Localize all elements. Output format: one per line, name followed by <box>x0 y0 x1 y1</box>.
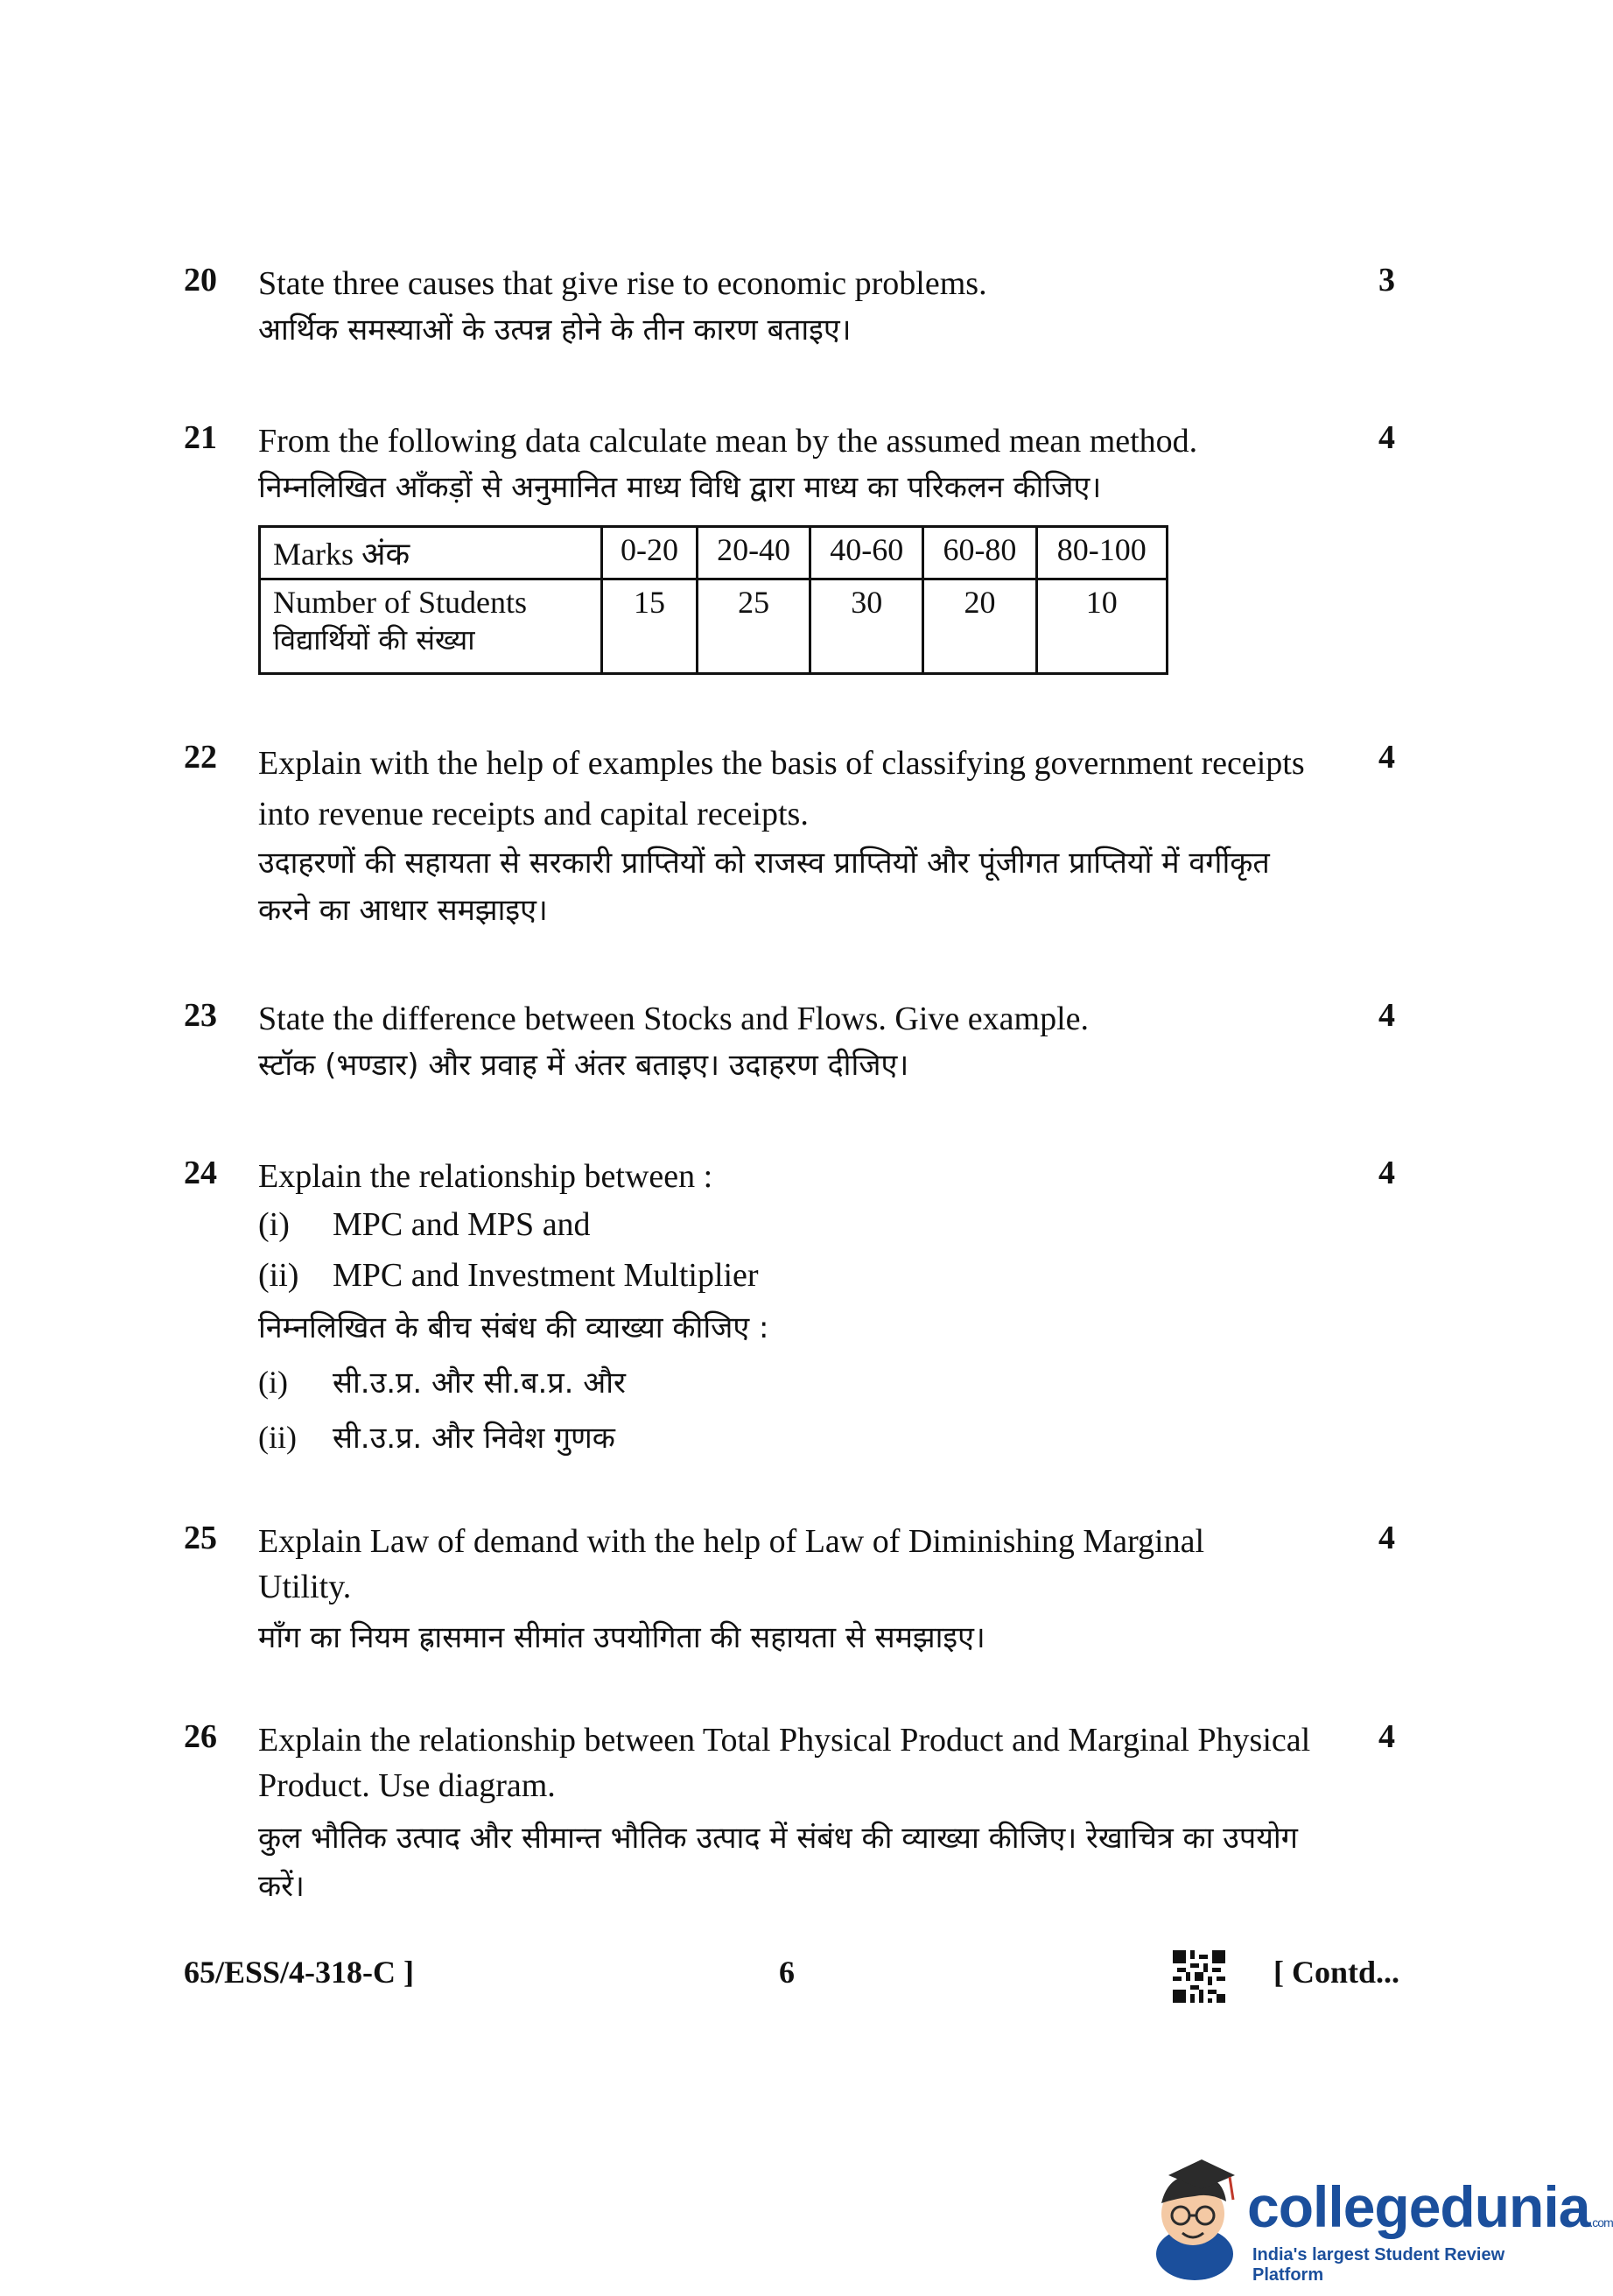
question-text <box>258 261 1361 354</box>
question-number: 24 <box>184 1155 217 1191</box>
question-marks: 4 <box>1378 1520 1395 1556</box>
question-text-hi: निम्नलिखित आँकड़ों से अनुमानित माध्य विधि द्वारा माध्य का परिकलन कीजिए। <box>258 470 1102 505</box>
qr-code-icon <box>1173 1950 1225 2003</box>
sub-item-numeral: (ii) <box>258 1420 297 1455</box>
question-marks: 4 <box>1378 739 1395 776</box>
question-text-hi: आर्थिक समस्याओं के उत्पन्न होने के तीन कारण बताइए। <box>258 312 852 348</box>
table-row-label <box>260 579 602 674</box>
sub-item-text: सी.उ.प्र. और निवेश गुणक <box>333 1421 615 1456</box>
question-text-en: Explain with the help of examples the basis of classifying government receipts <box>258 745 1305 782</box>
question-marks: 4 <box>1378 419 1395 456</box>
table-row-label-en: Number of Students <box>273 585 527 620</box>
question-text-hi: उदाहरणों की सहायता से सरकारी प्राप्तियों को राजस्व प्राप्तियों और पूंजीगत प्राप्तियों में वर्गीकृत <box>258 846 1270 881</box>
question-text-en: State the difference between Stocks and Flows. Give example. <box>258 1001 1090 1037</box>
question-marks: 4 <box>1378 997 1395 1034</box>
table-cell: 40-60 <box>810 527 923 579</box>
table-cell: 25 <box>697 579 810 674</box>
sub-item-numeral: (i) <box>258 1365 288 1400</box>
question-text-hi: स्टॉक (भण्डार) और प्रवाह में अंतर बताइए। उदाहरण दीजिए। <box>258 1048 909 1083</box>
table-cell: 30 <box>810 579 923 674</box>
question-number: 23 <box>184 997 217 1034</box>
question-marks: 3 <box>1378 262 1395 298</box>
page-number: 6 <box>779 1955 795 1990</box>
question-marks: 4 <box>1378 1155 1395 1191</box>
question-number: 26 <box>184 1718 217 1755</box>
sub-item-text: सी.उ.प्र. और सी.ब.प्र. और <box>333 1366 626 1401</box>
question-text-en: into revenue receipts and capital receipts. <box>258 796 809 832</box>
paper-code: 65/ESS/4-318-C ] <box>184 1955 415 1990</box>
question-text-hi: निम्नलिखित के बीच संबंध की व्याख्या कीजिए : <box>258 1310 769 1345</box>
table-row-label-hi: विद्यार्थियों की संख्या <box>273 623 475 657</box>
table-cell: 20-40 <box>697 527 810 579</box>
question-text-hi: करने का आधार समझाइए। <box>258 893 548 928</box>
table-cell: 10 <box>1036 579 1167 674</box>
question-text-en: Explain Law of demand with the help of Law of Diminishing Marginal <box>258 1523 1205 1560</box>
table-row-label: Marks अंक <box>260 527 602 579</box>
question-text-hi: करें। <box>258 1869 305 1904</box>
sub-item <box>258 1199 1361 1250</box>
table-row <box>260 579 1168 674</box>
sub-item-numeral: (ii) <box>258 1257 299 1294</box>
table-cell: 80-100 <box>1036 527 1167 579</box>
question-text <box>258 418 1361 511</box>
question-text-en: Utility. <box>258 1569 352 1605</box>
sub-item <box>258 1410 1361 1465</box>
question-text <box>258 738 1361 934</box>
sub-item <box>258 1355 1361 1410</box>
question-number: 21 <box>184 419 217 456</box>
question-text-en: Explain the relationship between Total Physical Product and Marginal Physical <box>258 1722 1311 1759</box>
question-text <box>258 1519 1361 1666</box>
marks-frequency-table <box>258 525 1168 675</box>
collegedunia-logo <box>1142 2149 1613 2285</box>
sub-item-text: MPC and Investment Multiplier <box>333 1257 759 1294</box>
logo-wordmark: collegedunia.com <box>1247 2174 1613 2239</box>
table-cell: 20 <box>923 579 1036 674</box>
sub-item <box>258 1250 1361 1301</box>
question-text-en: Explain the relationship between : <box>258 1158 713 1195</box>
question-number: 25 <box>184 1520 217 1556</box>
sub-item-numeral: (i) <box>258 1206 290 1243</box>
continued-marker: [ Contd... <box>1273 1955 1400 1990</box>
question-marks: 4 <box>1378 1718 1395 1755</box>
table-cell: 15 <box>602 579 698 674</box>
table-cell: 0-20 <box>602 527 698 579</box>
question-text-en: Product. Use diagram. <box>258 1767 556 1804</box>
question-text <box>258 1717 1361 1910</box>
question-text-hi: माँग का नियम ह्रासमान सीमांत उपयोगिता की सहायता से समझाइए। <box>258 1620 985 1655</box>
table-row <box>260 527 1168 579</box>
question-text-en: State three causes that give rise to economic problems. <box>258 265 987 302</box>
question-number: 20 <box>184 262 217 298</box>
question-text-en: From the following data calculate mean by the assumed mean method. <box>258 423 1198 460</box>
logo-tagline: India's largest Student Review Platform <box>1252 2245 1505 2285</box>
student-mascot-icon <box>1142 2149 1247 2280</box>
sub-item-text: MPC and MPS and <box>333 1206 591 1243</box>
question-text <box>258 1154 1361 1465</box>
question-text <box>258 996 1361 1089</box>
question-number: 22 <box>184 739 217 776</box>
question-text-hi: कुल भौतिक उत्पाद और सीमान्त भौतिक उत्पाद में संबंध की व्याख्या कीजिए। रेखाचित्र का उपयोग <box>258 1821 1298 1856</box>
table-cell: 60-80 <box>923 527 1036 579</box>
